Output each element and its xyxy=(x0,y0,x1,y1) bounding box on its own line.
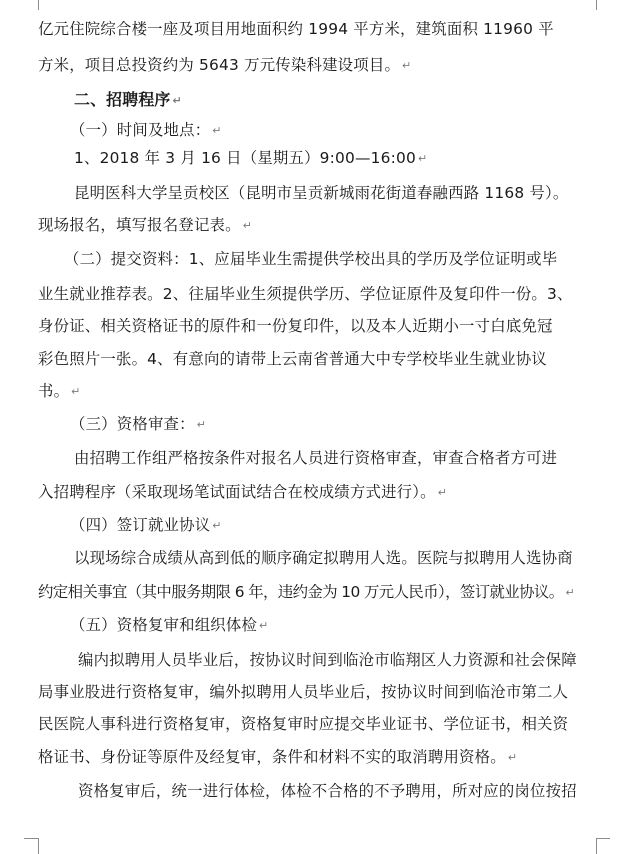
subsection-heading: （五）资格复审和组织体检 ↵ xyxy=(70,616,269,634)
text-line: （二）提交资料：1、应届毕业生需提供学校出具的学历及学位证明或毕 xyxy=(64,250,558,268)
text-line: 亿元住院综合楼一座及项目用地面积约 1994 平方米，建筑面积 11960 平 xyxy=(38,20,554,38)
text-line: 昆明医科大学呈贡校区（昆明市呈贡新城雨花街道春融西路 1168 号）。 xyxy=(74,184,569,202)
text-line: 格证书、身份证等原件及经复审，条件和材料不实的取消聘用资格。 ↵ xyxy=(38,748,518,766)
subsection-heading: （三）资格审查： ↵ xyxy=(70,415,207,433)
text-line: 编内拟聘用人员毕业后，按协议时间到临沧市临翔区人力资源和社会保障 xyxy=(78,651,577,669)
text-line: 资格复审后，统一进行体检，体检不合格的不予聘用，所对应的岗位按招 xyxy=(78,782,577,800)
text-line: 业生就业推荐表。2、往届毕业生须提供学历、学位证原件及复印件一份。3、 xyxy=(38,285,573,303)
corner-mark-top-right xyxy=(596,0,597,10)
corner-mark-bottom-right-v xyxy=(596,838,597,854)
text-line: 约定相关事宜（其中服务期限 6 年，违约金为 10 万元人民币），签订就业协议。 ↵ xyxy=(38,583,575,601)
text-line: 书。 ↵ xyxy=(38,382,81,400)
text-line: 1、2018 年 3 月 16 日（星期五）9:00—16:00 ↵ xyxy=(74,149,428,167)
corner-mark-bottom-left-v xyxy=(38,838,39,854)
corner-mark-top-left xyxy=(38,0,39,10)
corner-mark-bottom-left-h xyxy=(24,838,38,839)
corner-mark-bottom-right-h xyxy=(596,838,610,839)
text-line: 局事业股进行资格复审，编外拟聘用人员毕业后，按协议时间到临沧市第二人 xyxy=(38,683,569,701)
text-line: 现场报名，填写报名登记表。 ↵ xyxy=(38,216,253,234)
text-line: 彩色照片一张。4、有意向的请带上云南省普通大中专学校毕业生就业协议 xyxy=(38,350,548,368)
subsection-heading: （一）时间及地点： ↵ xyxy=(70,121,222,139)
text-line: 由招聘工作组严格按条件对报名人员进行资格审查，审查合格者方可进 xyxy=(74,449,558,467)
text-line: 身份证、相关资格证书的原件和一份复印件，以及本人近期小一寸白底免冠 xyxy=(38,317,553,335)
text-line: 民医院人事科进行资格复审，资格复审时应提交毕业证书、学位证书，相关资 xyxy=(38,715,569,733)
subsection-heading: （四）签订就业协议 ↵ xyxy=(70,516,222,534)
text-line: 方米，项目总投资约为 5643 万元传染科建设项目。 ↵ xyxy=(38,56,412,74)
text-line: 入招聘程序（采取现场笔试面试结合在校成绩方式进行）。 ↵ xyxy=(38,483,448,501)
text-line: 以现场综合成绩从高到低的顺序确定拟聘用人选。医院与拟聘用人选协商 xyxy=(74,549,573,567)
section-heading: 二、招聘程序 ↵ xyxy=(74,90,182,109)
